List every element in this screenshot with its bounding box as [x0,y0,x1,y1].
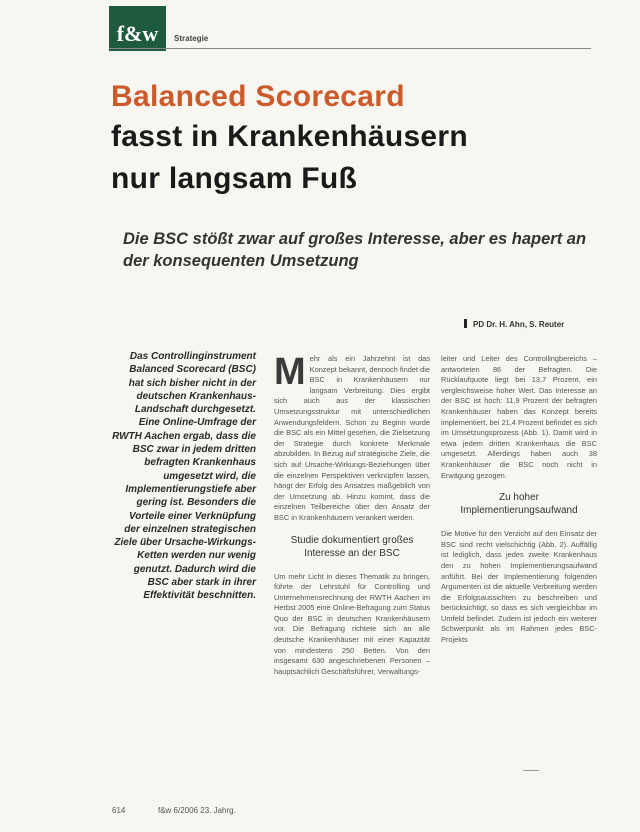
body-column-right [441,354,597,646]
section-rubric: Strategie [174,34,209,43]
author-byline [464,319,564,329]
body-paragraph: Um mehr Licht in dieses Thematik zu bringen, führte der Lehrstuhl für Controlling und Unternehmensrechnung der RWTH Aachen im Herbst 2005 eine Online-Befragung zum Status Quo der BSC in deutschen Krankenhäusern vor. Die Befragung richtete sich an alle deutsche Krankenhäuser mit einer Kapazität von mindestens 250 Betten. Von den insgesamt 630 angeschriebenen Personen – hauptsächlich Geschäftsführer, Verwaltungs- [274,571,430,676]
body-paragraph: Die Motive für den Verzicht auf den Einsatz der BSC sind recht vielschichtig (Abb. 2). Auffällig ist lediglich, dass jedes zweite Krankenhaus den zu hohen Implementierungsaufwand anführt. Bei der Implementierung folgenden Argumenten ist die aktuelle Verbreitung werden die Erfolgsaussichten zu beschreiben und berücksichtigt, so dass es sich vergleichbar im Umfeld befindet. Zudem ist jedoch ein weiterer Schwerpunkt als im Rahmen jedes BSC-Projekts [441,529,597,645]
lead-paragraph: Das Controllinginstrument Balanced Scorecard (BSC) hat sich bisher nicht in der deutschen Krankenhaus-Landschaft durchgesetzt. Eine Online-Umfrage der RWTH Aachen ergab, dass die BSC zwar in jedem dritten befragten Krankenhaus umgesetzt wird, die Implementierungstiefe aber gering ist. Besonders die Vorteile einer Verknüpfung der einzelnen strategischen Ziele über Ursache-Wirkungs-Ketten werden nur wenig genutzt. Dadurch wird die BSC aber stark in ihrer Effektivität beschnitten. [112,351,256,602]
title-line-1: Balanced Scorecard [111,80,405,113]
column-end-mark [523,770,539,771]
drop-cap: M [274,351,306,393]
title-line-3: nur langsam Fuß [111,162,358,195]
title-line-2: fasst in Krankenhäusern [111,120,469,153]
author-names: PD Dr. H. Ahn, S. Reuter [473,320,565,329]
section-subheading: Studie dokumentiert großes Interesse an der BSC [290,534,414,559]
page-number: 614 [112,806,126,815]
header-divider [109,48,591,49]
section-subheading: Zu hoher Implementierungsaufwand [460,492,578,517]
body-paragraph: leiter und Leiter des Controllingbereichs – antworteten 86 der Befragten. Die Rücklaufquote liegt bei 13,7 Prozent, ein vergleichsweise hoher Wert. Das Interesse an der BSC ist hoch: 11,9 Prozent der befragten Krankenhäuser haben das Konzept bereits implementiert, bei 21,4 Prozent befindet es sich im Umsetzungsprozess (Abb. 1). Damit wird in etwa jedem dritten Krankenhaus die BSC umgesetzt. Allerdings haben auch 38 Krankenhäuser die BSC noch nicht in Erwägung gezogen. [441,354,597,480]
body-paragraph: ehr als ein Jahrzehnt ist das Konzept bekannt, dennoch findet die BSC in Krankenhäusern nur langsam Verbreitung. Dies ergibt sich auch aus der klassischen Umsetzungsstruktur mit unterschiedlichen Anwendungsfeldern. Schon zu Beginn wurde die BSC als ein Mittel gesehen, die Zielsetzung der Strategie durch konkrete Merkmale abzubilden. In Bezug auf strategische Ziele, die sich auf Ursache-Wirkungs-Beziehungen über die einzelnen Perspektiven verknüpfen lassen, hängt der Erfolg des Ansatzes maßgeblich von der Umsetzung ab. Hinzu kommt, dass die einzelnen Teilbereiche über den Ansatz der BSC in Krankenhäusern verankert werden. [274,354,430,522]
issue-info: f&w 6/2006 23. Jahrg. [158,806,236,815]
article-subtitle: Die BSC stößt zwar auf großes Interesse, aber es hapert an der konsequenten Umsetzung [123,230,587,270]
byline-marker [464,319,467,328]
magazine-logo: f&w [109,6,166,51]
body-column-middle [274,351,430,677]
